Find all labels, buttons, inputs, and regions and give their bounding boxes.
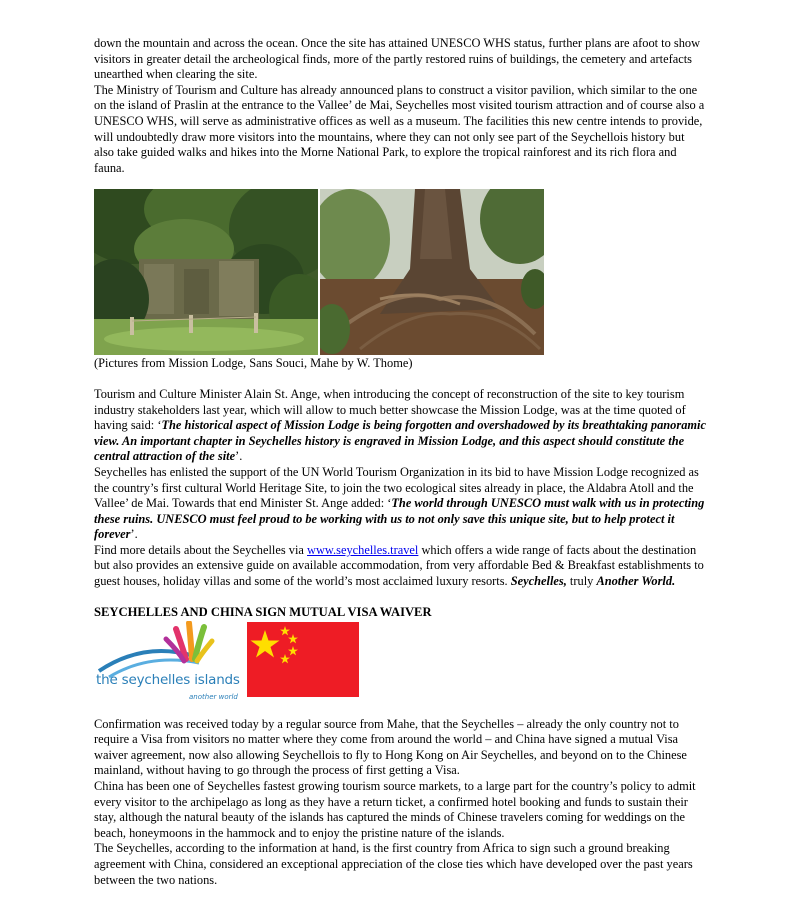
visa-paragraph-1: Confirmation was received today by a regular source from Mahe, that the Seychelles – already the only country not to require a Visa from visitors no matter where they come from around the world – and China have signed a mutual Visa waiver agreement, now also allowing Seychellois to fly to Hong Kong on Air Seychelles, and beyond on to the Chinese mainland, without having to go through the process of first getting a Visa. (94, 716, 687, 778)
minister-p1-end: ’. (235, 449, 243, 464)
minister-paragraph-3 (94, 543, 706, 590)
minister-p1-text: Tourism and Culture Minister Alain St. Ange, when introducing the concept of reconstruction of the site to key tourism industry stakeholders last year, which will allow to much better showcase the Mission Lodge, was at the time quoted of having said: ‘ (94, 386, 686, 433)
another-world-emphasis: Another World. (596, 574, 676, 589)
minister-quote-1: The historical aspect of Mission Lodge is being forgotten and overshadowed by its breathtaking panoramic view. An important chapter in Seychelles history is engraved in Mission Lodge, and this aspect should constitute the central attraction of the site (94, 418, 706, 464)
minister-paragraph-2 (94, 465, 706, 543)
seychelles-travel-link[interactable]: www.seychelles.travel (307, 542, 419, 557)
minister-quote-2: The world through UNESCO must walk with us in protecting these ruins. UNESCO must feel proud to be working with us to not only save this unique site, but to help protect it forever (94, 496, 705, 542)
tree-roots-photo (320, 189, 544, 355)
intro-paragraph-1: down the mountain and across the ocean. Once the site has attained UNESCO WHS status, further plans are afoot to show visitors in greater detail the archeological finds, more of the partly restored ruins of buildings, the cemetery and artefacts unearthed when clearing the site. (94, 36, 701, 82)
seychelles-emphasis: Seychelles, (510, 574, 567, 589)
photo-strip (94, 189, 544, 355)
logo-tagline: another world (189, 692, 238, 701)
visa-heading: SEYCHELLES AND CHINA SIGN MUTUAL VISA WAIVER (94, 604, 432, 619)
minister-paragraph-1 (94, 387, 706, 465)
visa-paragraph-2: China has been one of Seychelles fastest growing tourism source markets, to a large part for the country’s policy to admit every visitor to the archipelago as long as they have a return ticket, a confirmed hotel booking and funds to sustain their stay, although the natural beauty of the islands has captured the minds of Chinese travelers coming for weddings on the beach, honeymoons in the hammock and to enjoy the pristine nature of the islands. (94, 779, 696, 840)
minister-p3-mid: which offers a wide range of facts about the destination but also provides an extensive guide on available accommodation, from very affordable Bed & Breakfast establishments to guest houses, holiday villas and some of the world’s most acclaimed luxury resorts. (94, 542, 704, 589)
china-flag-icon (247, 622, 359, 697)
document-page (94, 36, 706, 888)
logo-wordmark: the seychelles islands (96, 671, 240, 688)
minister-p2-text: Seychelles has enlisted the support of the UN World Tourism Organization in its bid to have Mission Lodge recognized as the country’s first cultural World Heritage Site, to join the two ecological sites already in place, the Aldabra Atoll and the Vallee’ de Mai. Towards that end Minister St. Ange added: ‘ (94, 464, 699, 511)
minister-p3-start: Find more details about the Seychelles via (94, 542, 308, 557)
seychelles-islands-logo (94, 621, 244, 703)
logos-row (94, 621, 706, 707)
minister-p2-end: ’. (130, 527, 138, 542)
ruins-photo (94, 189, 318, 355)
photo-caption: (Pictures from Mission Lodge, Sans Souci, Mahe by W. Thome) (94, 356, 413, 371)
visa-paragraph-3: The Seychelles, according to the information at hand, is the first country from Africa to sign such a ground breaking agreement with China, considered an exceptional appreciation of the close ties which have developed over the past years between the two nations. (94, 841, 693, 887)
intro-paragraph-2: The Ministry of Tourism and Culture has already announced plans to construct a visitor pavilion, which similar to the one on the island of Praslin at the entrance to the Vallee’ de Mai, Seychelles most visited tourism attraction and of course also a UNESCO WHS, will serve as administrative offices as well as a museum. The facilities this new centre intends to provide, will undoubtedly draw more visitors into the mountains, where they can not only see part of the Seychellois history but also take guided walks and hikes into the Morne National Park, to explore the tropical rainforest and its rich flora and fauna. (94, 82, 705, 175)
minister-p3-plain: truly (566, 574, 597, 589)
